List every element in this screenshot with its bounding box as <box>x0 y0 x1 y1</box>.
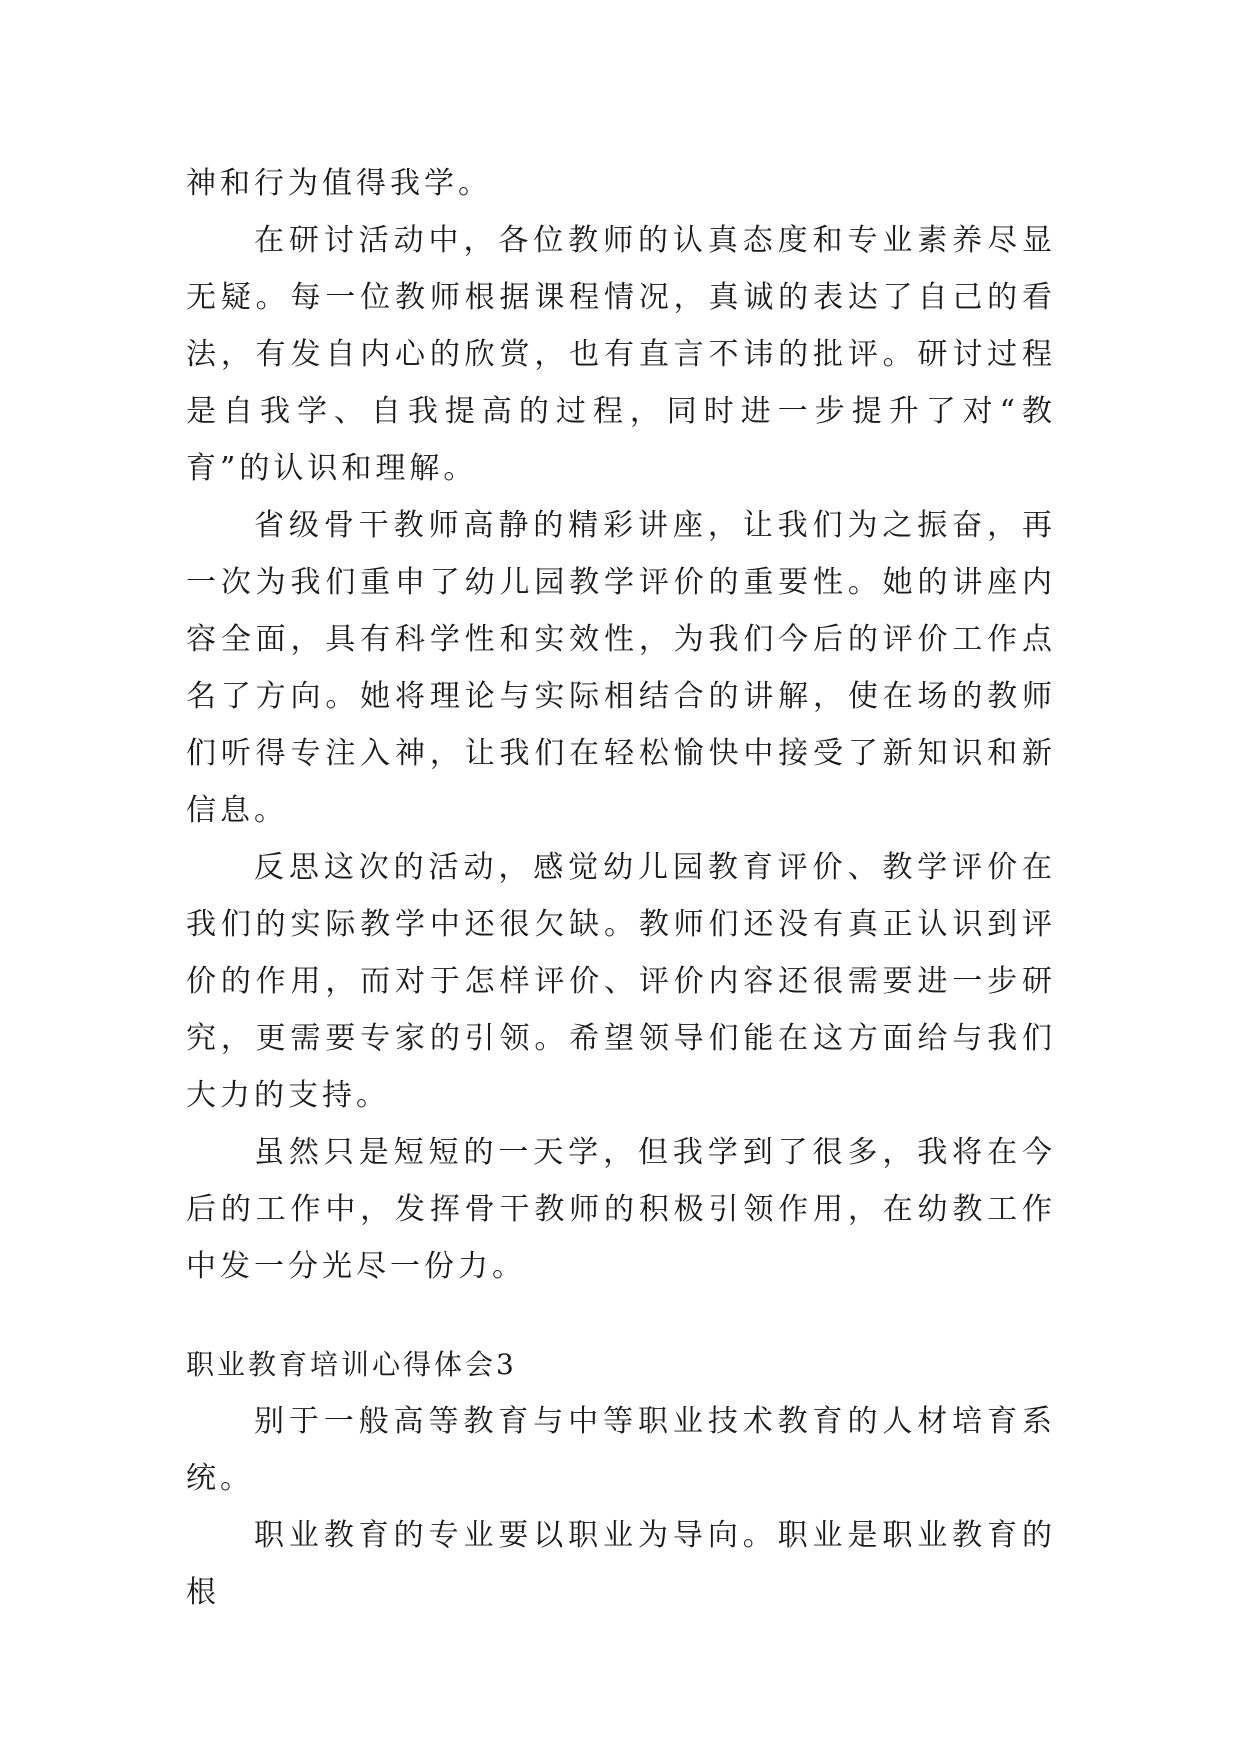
section-gap <box>186 1295 1056 1336</box>
paragraph-conclusion: 虽然只是短短的一天学，但我学到了很多，我将在今后的工作中，发挥骨干教师的积极引领作用，在幼教工作中发一分光尽一份力。 <box>186 1135 1056 1284</box>
document-body <box>186 155 1056 1621</box>
paragraph-lecture: 省级骨干教师高静的精彩讲座，让我们为之振奋，再一次为我们重申了幼儿园教学评价的重要性。她的讲座内容全面，具有科学性和实效性，为我们今后的评价工作点名了方向。她将理论与实际相结合的讲解，使在场的教师们听得专注入神，让我们在轻松愉快中接受了新知识和新信息。 <box>186 508 1056 828</box>
paragraph-section-1: 别于一般高等教育与中等职业技术教育的人材培育系统。 <box>186 1404 1056 1496</box>
paragraph-reflection: 反思这次的活动，感觉幼儿园教育评价、教学评价在我们的实际教学中还很欠缺。教师们还没有真正认识到评价的作用，而对于怎样评价、评价内容还很需要进一步研究，更需要专家的引领。希望领导们能在这方面给与我们大力的支持。 <box>186 850 1056 1113</box>
paragraph-section-2: 职业教育的专业要以职业为导向。职业是职业教育的根 <box>186 1518 1056 1610</box>
paragraph-seminar: 在研讨活动中，各位教师的认真态度和专业素养尽显无疑。每一位教师根据课程情况，真诚的表达了自己的看法，有发自内心的欣赏，也有直言不讳的批评。研讨过程是自我学、自我提高的过程，同时进一步提升了对“教育”的认识和理解。 <box>186 223 1056 486</box>
paragraph-continuation: 神和行为值得我学。 <box>186 166 492 201</box>
section-title: 职业教育培训心得体会3 <box>186 1348 517 1381</box>
